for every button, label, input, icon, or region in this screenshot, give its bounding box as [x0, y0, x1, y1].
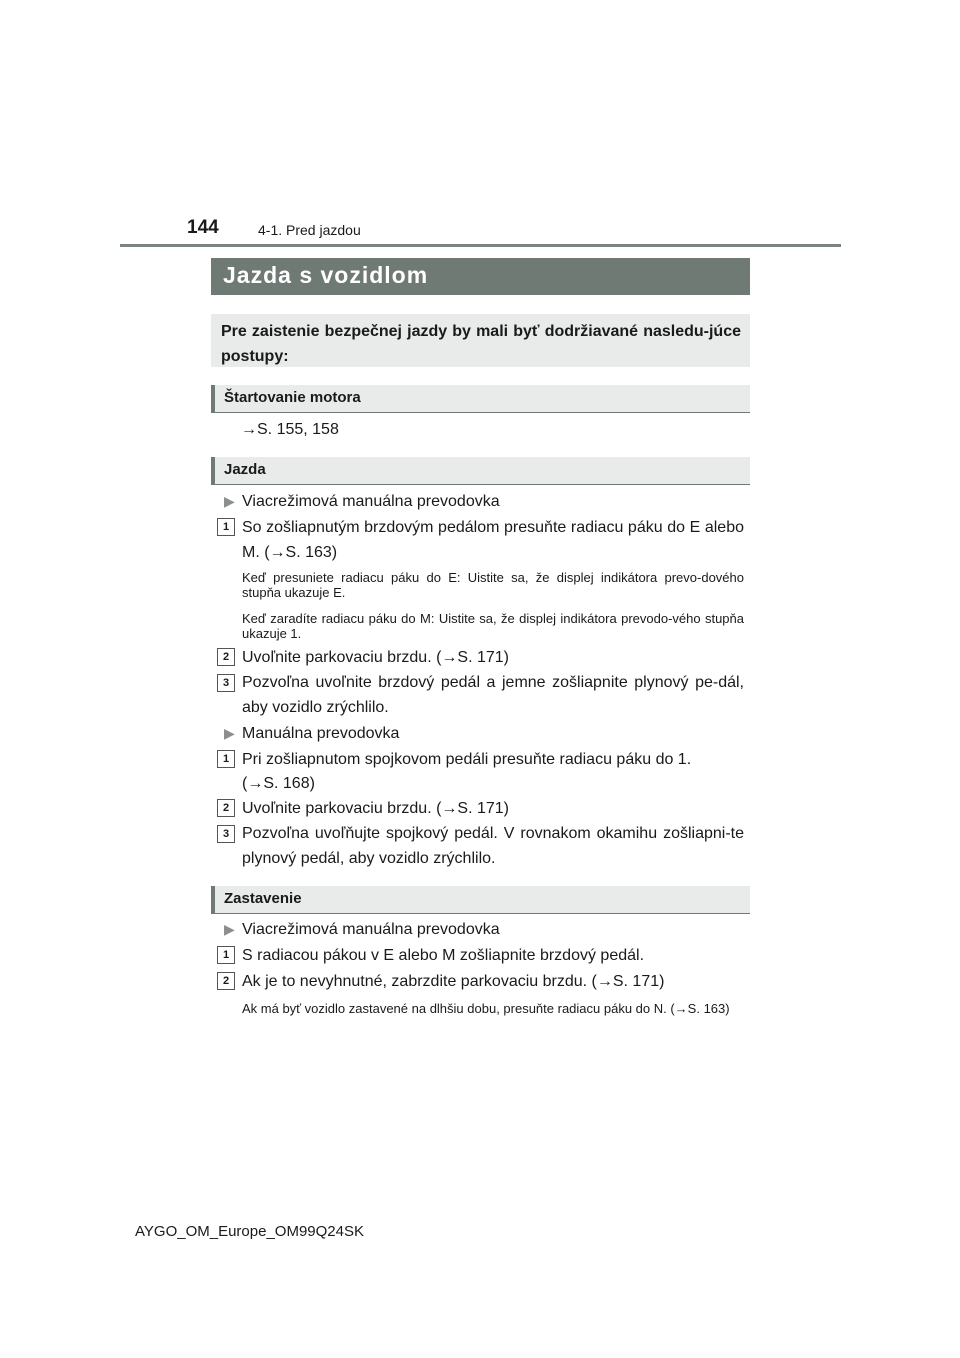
drive-manual-step-1: Pri zošliapnutom spojkovom pedáli presuňte radiacu páku do 1.	[242, 751, 692, 768]
page-number: 144	[187, 217, 219, 238]
section-heading-drive	[211, 457, 750, 485]
drive-multimode-note-2: Keď zaradíte radiacu páku do M: Uistite sa, že displej indikátora prevodo-vého stupňa ukazuje 1.	[242, 611, 744, 641]
drive-multimode-step-2: Uvoľnite parkovaciu brzdu. (→S. 171)	[242, 649, 510, 666]
triangle-bullet-icon: ▶	[224, 493, 235, 509]
page-title: Jazda s vozidlom	[223, 262, 429, 288]
drive-manual-label: Manuálna prevodovka	[242, 725, 400, 742]
triangle-bullet-icon: ▶	[224, 921, 235, 937]
drive-multimode-note-1: Keď presuniete radiacu páku do E: Uistite sa, že displej indikátora prevo-dového stupňa ukazuje E.	[242, 570, 744, 600]
stop-multimode-step-2: Ak je to nevyhnutné, zabrzdite parkovaciu brzdu. (→S. 171)	[242, 973, 665, 990]
stop-multimode-label: Viacrežimová manuálna prevodovka	[242, 921, 500, 938]
start-reference: →S. 155, 158	[241, 421, 339, 438]
section-heading-label: Štartovanie motora	[224, 389, 361, 406]
triangle-bullet-icon: ▶	[224, 725, 235, 741]
document-footer-code: AYGO_OM_Europe_OM99Q24SK	[135, 1223, 364, 1240]
step-number: 2	[217, 972, 235, 990]
drive-multimode-step-3: Pozvoľna uvoľnite brzdový pedál a jemne zošliapnite plynový pe-dál, aby vozidlo zrýchlilo.	[242, 674, 744, 716]
page-title-bar	[211, 258, 750, 295]
drive-manual-step-2: Uvoľnite parkovaciu brzdu. (→S. 171)	[242, 800, 510, 817]
drive-manual-step-3: Pozvoľna uvoľňujte spojkový pedál. V rovnakom okamihu zošliapni-te plynový pedál, aby vozidlo zrýchlilo.	[242, 825, 744, 867]
intro-box	[211, 314, 750, 367]
running-title: 4-1. Pred jazdou	[258, 222, 361, 238]
intro-text: Pre zaistenie bezpečnej jazdy by mali byť dodržiavané nasledu-júce postupy:	[221, 323, 741, 365]
step-number: 1	[217, 518, 235, 536]
step-number: 2	[217, 799, 235, 817]
section-heading-stop	[211, 886, 750, 914]
drive-multimode-step-1: So zošliapnutým brzdovým pedálom presuňte radiacu páku do E alebo M. (→S. 163)	[242, 519, 744, 561]
header-divider	[120, 244, 841, 247]
step-number: 2	[217, 648, 235, 666]
section-heading-label: Zastavenie	[224, 890, 302, 907]
drive-manual-step-1-ref: (→S. 168)	[242, 775, 315, 792]
section-heading-label: Jazda	[224, 461, 266, 478]
step-number: 3	[217, 674, 235, 692]
step-number: 1	[217, 750, 235, 768]
section-heading-start	[211, 385, 750, 413]
drive-multimode-label: Viacrežimová manuálna prevodovka	[242, 493, 500, 510]
step-number: 1	[217, 946, 235, 964]
step-number: 3	[217, 825, 235, 843]
stop-multimode-note: Ak má byť vozidlo zastavené na dlhšiu dobu, presuňte radiacu páku do N. (→S. 163)	[242, 1001, 730, 1016]
stop-multimode-step-1: S radiacou pákou v E alebo M zošliapnite brzdový pedál.	[242, 947, 645, 964]
